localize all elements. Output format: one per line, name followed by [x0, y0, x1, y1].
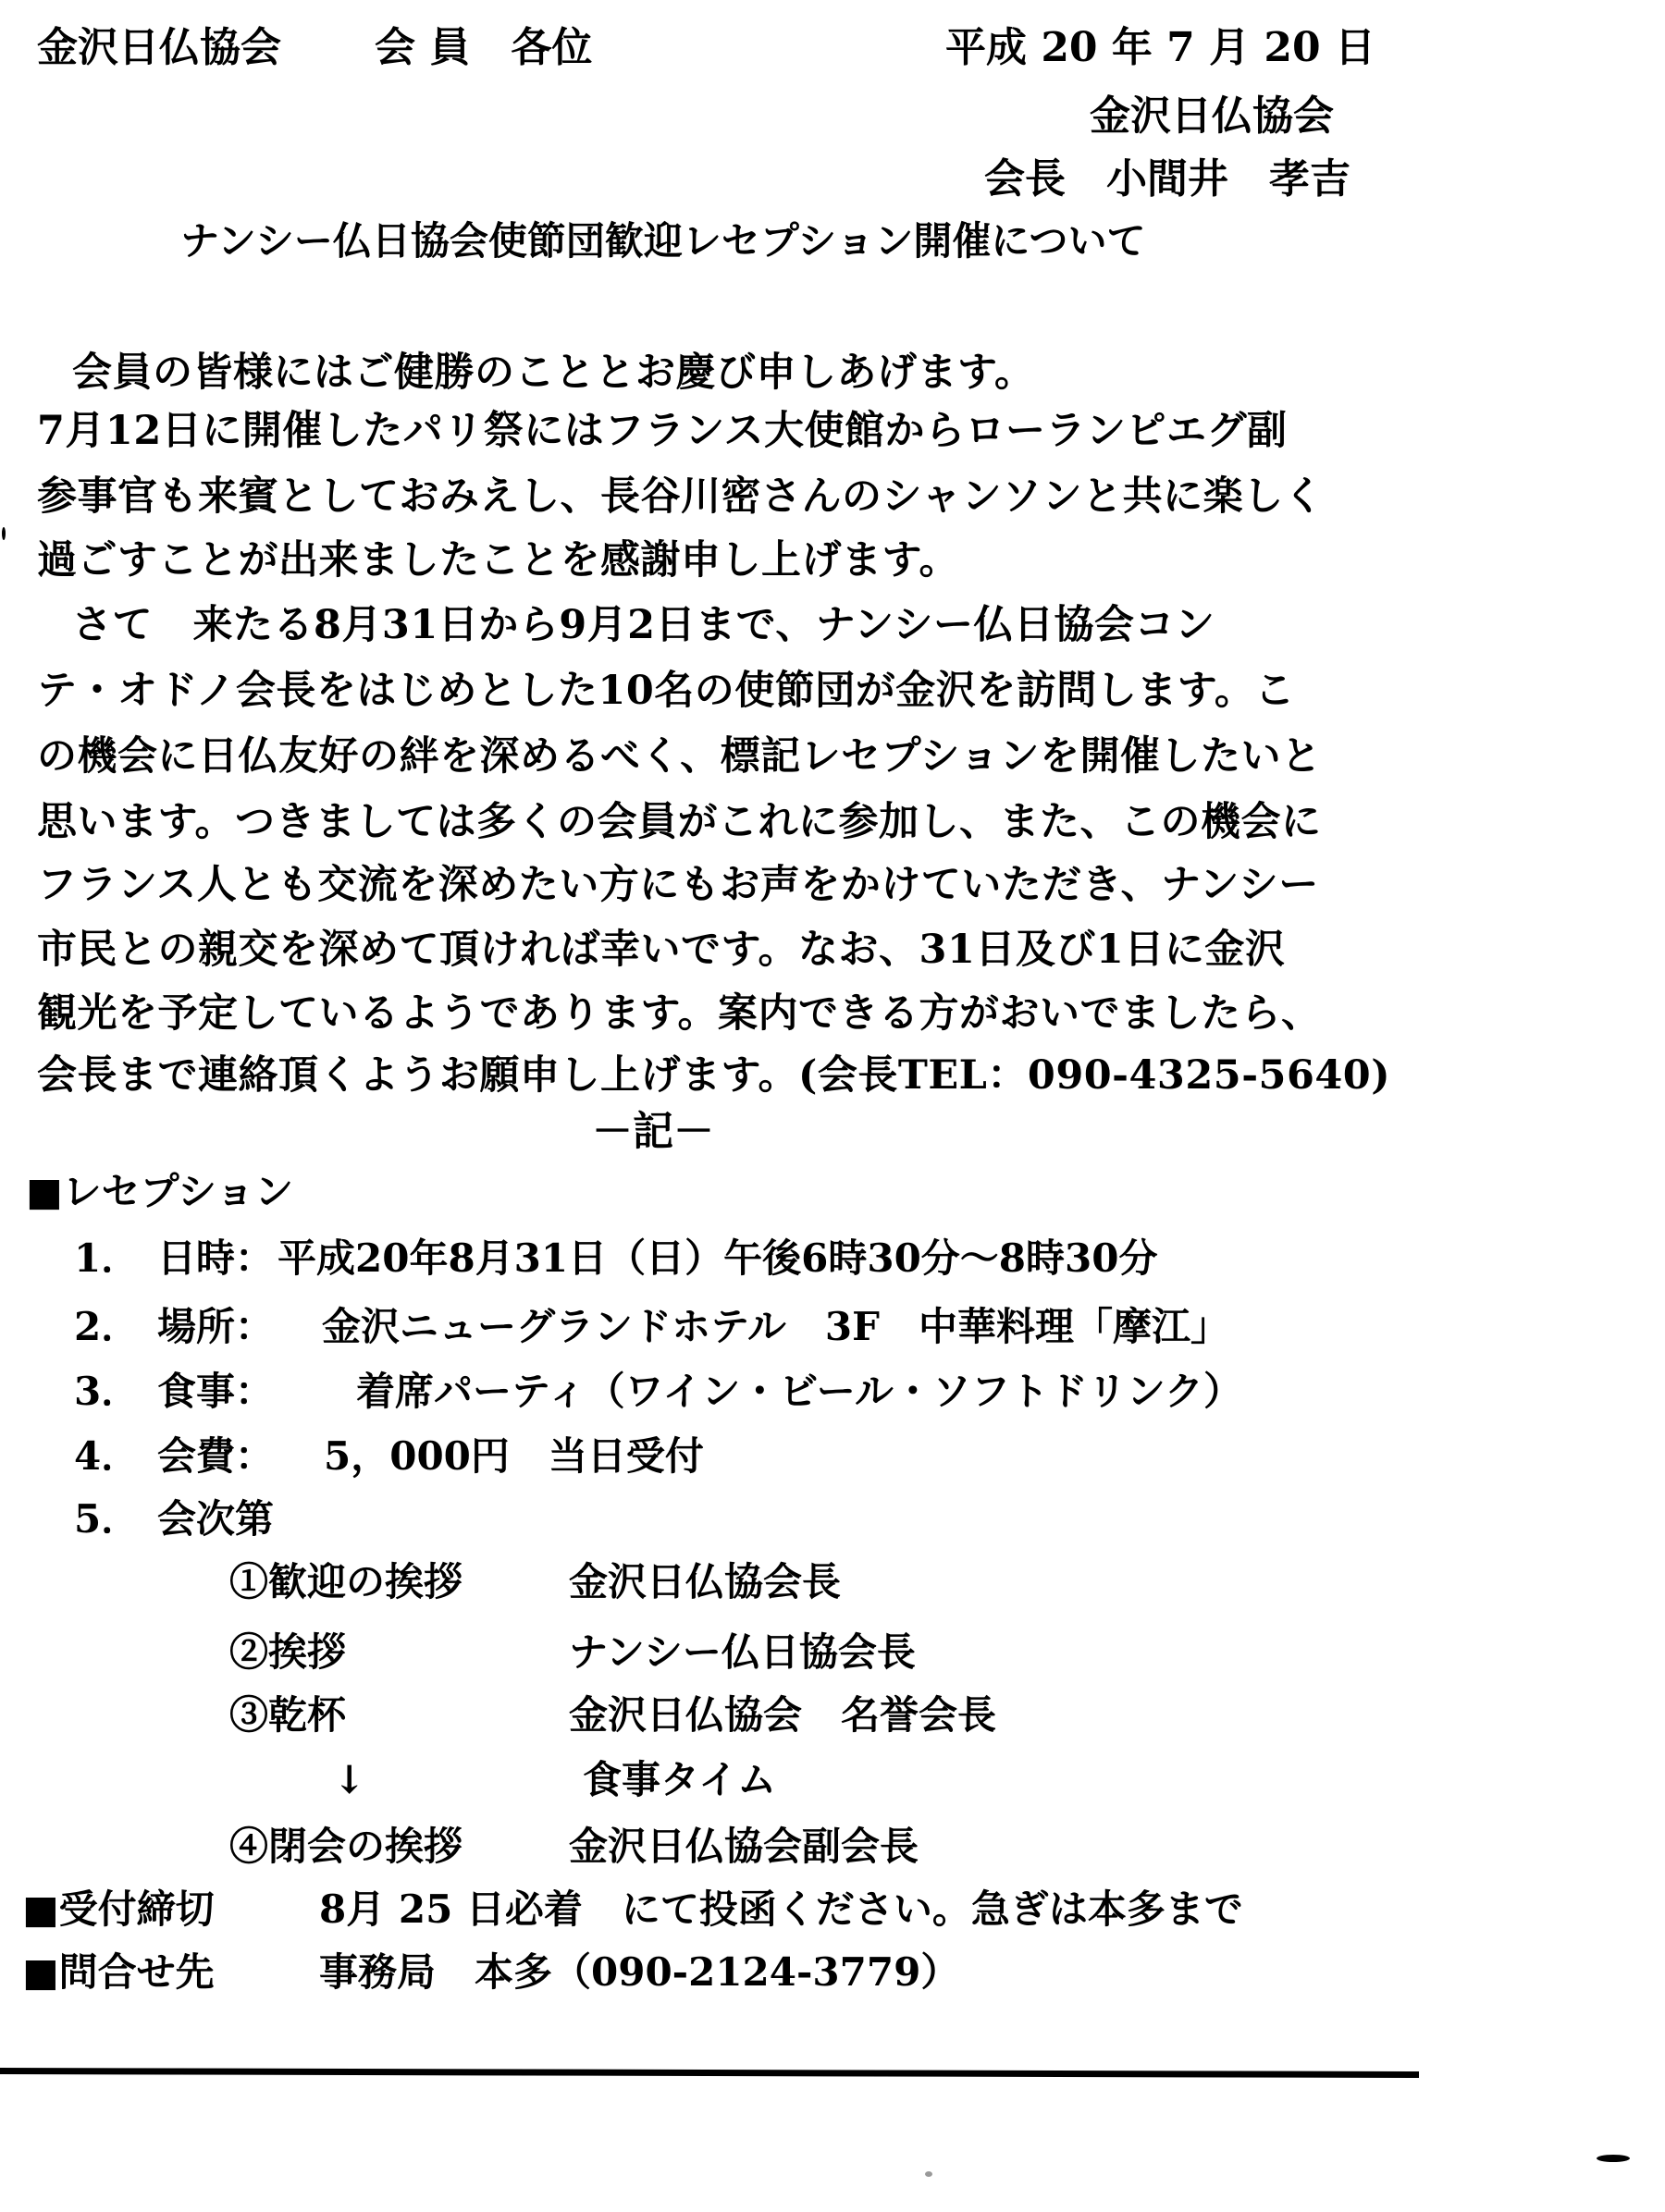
item-number: 1． [74, 1235, 141, 1281]
deadline-label: ■受付締切 [22, 1886, 215, 1932]
bottom-rule [0, 2068, 1419, 2078]
item-value-fee: 5，000円 当日受付 [324, 1433, 704, 1479]
item-value-place: 金沢ニューグランドホテル 3F 中華料理「摩江」 [322, 1304, 1229, 1349]
body-line: 会長まで連絡頂くようお願申し上げます。(会長TEL：090-4325-5640) [37, 1052, 1391, 1099]
scan-speck [1597, 2155, 1630, 2162]
body-line: 市民との親交を深めて頂ければ幸いです。なお、31日及び1日に金沢 [37, 927, 1286, 973]
item-number: 4． [74, 1433, 141, 1479]
item-label: 場所： [157, 1304, 275, 1349]
program-speaker: ナンシー仏日協会長 [569, 1629, 916, 1675]
ki-separator: －記－ [592, 1108, 714, 1155]
body-line: の機会に日仏友好の絆を深めるべく、標記レセプションを開催したいと [37, 733, 1322, 780]
contact-label: ■問合せ先 [22, 1949, 215, 1995]
program-step: ②挨拶 [229, 1629, 347, 1675]
document-date: 平成 20 年 7 月 20 日 [945, 24, 1375, 71]
scan-speck [2, 527, 6, 540]
item-number: 5． [74, 1496, 141, 1542]
body-line: テ・オドノ会長をはじめとした10名の使節団が金沢を訪問します。こ [37, 668, 1295, 714]
program-speaker: 食事タイム [583, 1757, 777, 1802]
down-arrow-icon: ↓ [333, 1757, 366, 1802]
body-line: 参事官も来賓としておみえし、長谷川密さんのシャンソンと共に楽しく [37, 473, 1325, 520]
item-value-datetime: 平成20年8月31日（日）午後6時30分～8時30分 [278, 1235, 1158, 1281]
scan-speck [925, 2171, 932, 2177]
addressee-org: 金沢日仏協会 [37, 24, 281, 71]
program-step: ④閉会の挨拶 [229, 1824, 463, 1869]
document-title: ナンシー仏日協会使節団歓迎レセプション開催について [180, 218, 1146, 264]
program-step: ③乾杯 [229, 1692, 347, 1738]
item-number: 3． [74, 1369, 141, 1414]
addressee: 会 員 各位 [375, 24, 593, 71]
item-label: 会費： [157, 1433, 275, 1479]
reception-heading: ■レセプション [26, 1169, 294, 1214]
body-line: 思います。つきましては多くの会員がこれに参加し、また、この機会に [37, 799, 1322, 845]
item-label: 食事： [157, 1369, 275, 1414]
body-line: 観光を予定しているようであります。案内できる方がおいでましたら、 [37, 990, 1322, 1037]
program-speaker: 金沢日仏協会副会長 [569, 1824, 919, 1869]
deadline-value: 8月 25 日必着 にて投函ください。急ぎは本多まで [319, 1886, 1243, 1932]
body-line: 7月12日に開催したパリ祭にはフランス大使館からローランピエグ副 [37, 408, 1288, 454]
item-label: 会次第 [157, 1496, 275, 1542]
sender-name: 会長 小間井 孝吉 [984, 155, 1350, 203]
body-line: 会員の皆様にはご健勝のこととお慶び申しあげます。 [72, 350, 1035, 396]
item-number: 2． [74, 1304, 141, 1349]
item-label: 日時： [157, 1235, 275, 1281]
program-speaker: 金沢日仏協会長 [569, 1559, 842, 1604]
body-line: フランス人とも交流を深めたい方にもお声をかけていただき、ナンシー [37, 862, 1319, 908]
body-line: さて 来たる8月31日から9月2日まで、ナンシー仏日協会コン [72, 602, 1215, 648]
body-line: 過ごすことが出来ましたことを感謝申し上げます。 [37, 537, 960, 584]
contact-value: 事務局 本多（090-2124-3779） [319, 1949, 960, 1995]
program-step: ①歓迎の挨拶 [229, 1559, 463, 1604]
program-speaker: 金沢日仏協会 名誉会長 [569, 1692, 997, 1738]
item-value-meal: 着席パーティ（ワイン・ビール・ソフトドリンク） [356, 1369, 1243, 1414]
sender-org: 金沢日仏協会 [1090, 92, 1334, 140]
